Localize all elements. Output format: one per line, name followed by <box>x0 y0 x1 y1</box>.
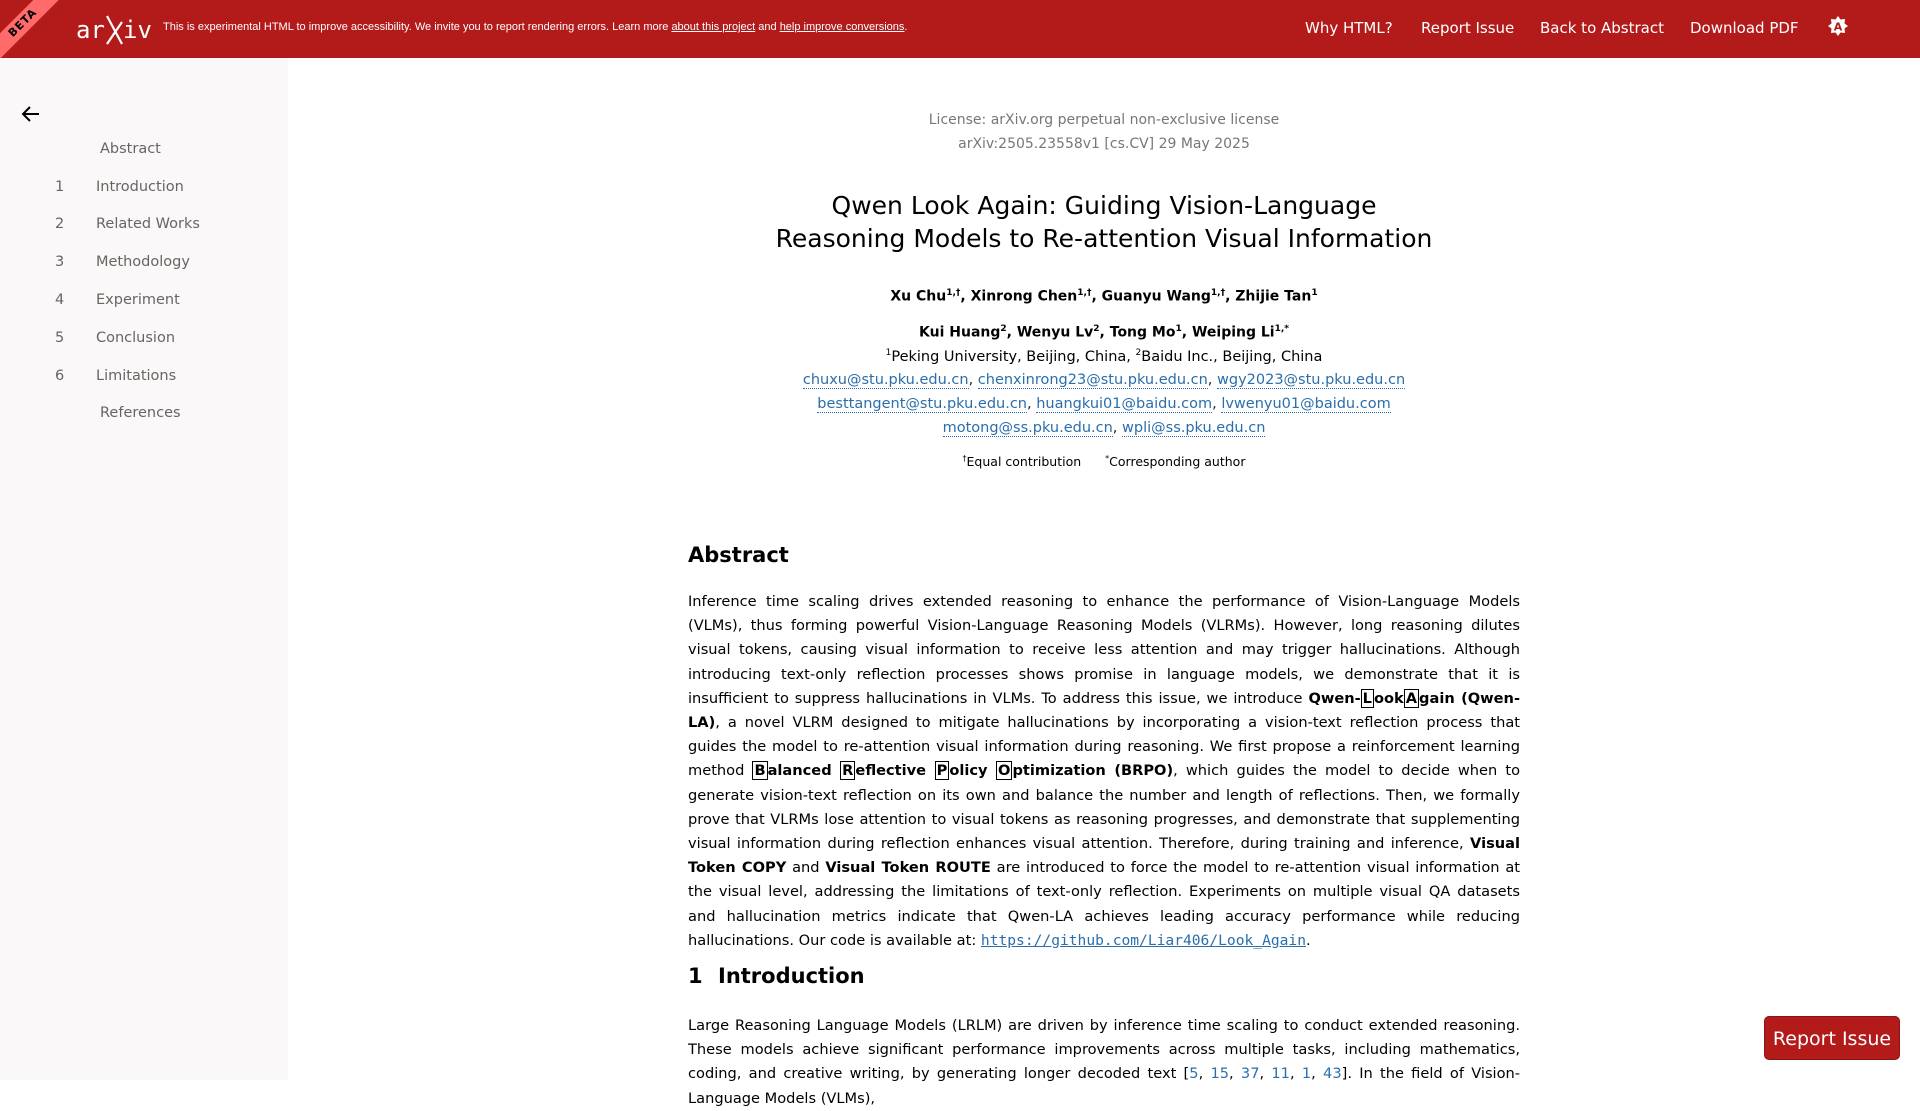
citation-link[interactable]: 15 <box>1210 1065 1230 1083</box>
author-name: Kui Huang <box>919 324 1001 341</box>
citation-link[interactable]: 5 <box>1189 1065 1199 1083</box>
toc-number: 6 <box>55 368 65 384</box>
author-sup: 1 <box>1311 288 1318 298</box>
svg-text:A: A <box>1833 20 1843 34</box>
note-text: Equal contribution <box>966 454 1082 470</box>
svg-text:iv: iv <box>123 16 152 44</box>
visual-token-route: Visual Token ROUTE <box>825 859 991 877</box>
introduction-heading <box>688 964 865 988</box>
toc-number: 1 <box>55 179 65 195</box>
improve-conversions-link[interactable]: help improve conversions <box>779 21 905 33</box>
authors-line-2: Kui Huang$^2$, Wenyu Lv$^2$, Tong Mo$^1$, Weiping $Li^{1,*}$ <box>919 324 1289 341</box>
emails-line-2: besttangent@stu.pku.edu.cn, huangkui01@baidu.com, lvwenyu01@baidu.com <box>817 396 1391 412</box>
visual-token-copy: Visual Token COPY <box>688 835 1520 877</box>
svg-text:ar: ar <box>76 16 105 44</box>
email-link[interactable]: besttangent@stu.pku.edu.cn <box>817 396 1027 412</box>
citation-link[interactable]: 43 <box>1323 1065 1342 1083</box>
toc-label: References <box>100 405 181 421</box>
note-sup: * <box>1105 454 1110 463</box>
text: ook <box>1373 689 1404 707</box>
abstract-paragraph <box>688 590 1520 953</box>
code-link[interactable]: https://github.com/Liar406/Look_Again <box>980 931 1306 949</box>
arxiv-logo[interactable] <box>76 12 152 46</box>
abstract-text: . <box>1306 931 1311 949</box>
abstract-text: , a novel VLRM designed to mitigate hallucinations by incorporating a vision-text reflection process that guides the model to re-attention visual information during reasoning. We first propose a reinforcement learning method <box>688 714 1520 780</box>
boxed-letter: L <box>1362 689 1372 707</box>
banner-text: . <box>904 21 908 33</box>
back-to-abstract-link[interactable]: Back to Abstract <box>1540 19 1664 37</box>
theme-toggle-icon[interactable] <box>1828 16 1848 36</box>
text: olicy <box>949 762 997 780</box>
text: eflective <box>855 762 935 780</box>
affil-sup: 2 <box>1135 348 1142 358</box>
introduction-paragraph: Large Reasoning Language Models (LRLM) are driven by inference time scaling to conduct extended reasoning. These models achieve significant performance improvements across multiple tasks, including mathematics, coding, and creative writing, by generating longer decoded text [5, 15, 37, 11, 1, 43]. In the field of Vision-Language Models (VLMs), <box>688 1017 1521 1107</box>
toc-label: Methodology <box>96 254 190 270</box>
about-project-link[interactable]: about this project <box>671 21 756 33</box>
toc-number: 4 <box>55 292 65 308</box>
author-name: Xu Chu <box>890 288 947 305</box>
boxed-letter: O <box>998 762 1011 780</box>
table-of-contents <box>0 58 288 1080</box>
citation-link[interactable]: 37 <box>1240 1065 1260 1083</box>
abstract-text: are introduced to force the model to re-attention visual information at the visual level, addressing the limitations of text-only reflection. Experiments on multiple visual QA datasets and hallucination metrics indicate that Qwen-LA achieves leading accuracy performance while reducing hallucinations. Our code is available at: <box>688 859 1520 949</box>
toc-label: Experiment <box>96 292 180 308</box>
section-title: Introduction <box>718 964 865 988</box>
author-name: Weiping Li <box>1191 324 1275 341</box>
authors-line-1: Xu Chu$^{1,\dagger}$, Xinrong Chen$^{1,\dagger}$, Guanyu Wang$^{1,\dagger}$, Zhijie Tan$^1$ <box>890 288 1318 305</box>
why-html-link[interactable]: Why HTML? <box>1305 19 1393 37</box>
text: alanced <box>767 762 841 780</box>
author-name: Guanyu Wang <box>1101 288 1211 305</box>
boxed-letter: P <box>936 762 948 780</box>
paper-title-line-2: Reasoning Models to Re-attention Visual Information <box>775 224 1433 253</box>
author-name: Tong Mo <box>1109 324 1176 341</box>
text: Qwen- <box>1308 689 1361 707</box>
affil-sup: 1 <box>885 348 892 358</box>
emails-line-3: motong@ss.pku.edu.cn, wpli@ss.pku.edu.cn <box>942 420 1266 436</box>
citation-link[interactable]: 11 <box>1271 1065 1290 1083</box>
report-issue-button[interactable]: Report Issue <box>1764 1016 1900 1060</box>
paper-title-line-1: Qwen Look Again: Guiding Vision-Language <box>831 191 1377 220</box>
toc-number: 5 <box>55 330 65 346</box>
emails-line-1: chuxu@stu.pku.edu.cn, chenxinrong23@stu.pku.edu.cn, wgy2023@stu.pku.edu.cn <box>802 372 1406 388</box>
author-notes <box>688 454 1520 469</box>
citation-link[interactable]: 1 <box>1301 1065 1312 1083</box>
author-sup: 1,† <box>1210 288 1226 298</box>
banner-text: and <box>755 21 780 33</box>
boxed-letter: R <box>842 762 854 780</box>
abstract-heading: Abstract <box>688 543 789 567</box>
abstract-text: and <box>786 859 826 877</box>
arxiv-id: arXiv:2505.23558v1 [cs.CV] 29 May 2025 <box>958 136 1250 152</box>
author-sup: 1,† <box>946 288 961 298</box>
download-pdf-link[interactable]: Download PDF <box>1690 19 1799 37</box>
author-sup: 1,* <box>1274 324 1289 334</box>
accessibility-banner <box>163 21 907 33</box>
author-name: Wenyu Lv <box>1016 324 1094 341</box>
boxed-letter: A <box>1405 689 1418 707</box>
affiliations <box>688 348 1520 365</box>
section-number: 1 <box>688 964 703 988</box>
toc-label: Related Works <box>96 216 200 232</box>
toc-label: Conclusion <box>96 330 176 346</box>
author-sup: 1,† <box>1077 288 1092 298</box>
intro-text: ]. In the field of Vision-Language Models (VLMs), <box>688 1065 1521 1107</box>
email-link[interactable]: huangkui01@baidu.com <box>1036 396 1213 412</box>
text: ptimization (BRPO) <box>1012 762 1174 780</box>
toc-number: 2 <box>55 216 65 232</box>
abstract-text: , which guides the model to decide when to generate vision-text reflection on its own and balance the number and length of reflections. Then, we formally prove that VLRMs lose attention to visual tokens as reasoning progresses, and demonstrate that supplementing visual information during reflection enhances visual attention. Therefore, during training and inference, <box>688 762 1520 853</box>
affiliation: Peking University, Beijing, China, <box>891 348 1136 365</box>
author-name: Xinrong Chen <box>970 288 1078 305</box>
abstract-text: Inference time scaling drives extended reasoning to enhance the performance of Vision-Language Models (VLMs), thus forming powerful Vision-Language Reasoning Models (VLRMs). However, long reasoning dilutes visual tokens, causing visual information to receive less attention and may trigger hallucinations. Although introducing text-only reflection processes shows promise in language models, we demonstrate that it is insufficient to suppress hallucinations in VLMs. To address this issue, we introduce <box>688 593 1520 707</box>
method-name <box>752 761 1173 780</box>
author-sup: 1 <box>1175 324 1182 334</box>
author-sup: 2 <box>1000 324 1007 334</box>
toc-label: Limitations <box>96 368 177 384</box>
text: gain (Qwen-LA) <box>688 689 1521 732</box>
email-link[interactable]: motong@ss.pku.edu.cn <box>942 420 1113 436</box>
toc-label: Introduction <box>96 179 184 195</box>
license-line: License: arXiv.org perpetual non-exclusive license <box>928 112 1280 128</box>
email-link[interactable]: lvwenyu01@baidu.com <box>1221 396 1391 412</box>
beta-ribbon: BETA <box>0 0 61 61</box>
email-link[interactable]: wpli@ss.pku.edu.cn <box>1122 420 1266 436</box>
arrow-left-icon[interactable] <box>20 103 42 125</box>
email-link[interactable]: chenxinrong23@stu.pku.edu.cn <box>977 372 1208 388</box>
note-sup: † <box>962 454 967 463</box>
email-link[interactable]: wgy2023@stu.pku.edu.cn <box>1217 372 1406 388</box>
author-sup: 2 <box>1093 324 1100 334</box>
top-banner <box>0 0 1920 58</box>
affiliation: Baidu Inc., Beijing, China <box>1141 348 1323 365</box>
report-issue-link[interactable]: Report Issue <box>1421 19 1515 37</box>
intro-text: Large Reasoning Language Models (LRLM) are driven by inference time scaling to conduct extended reasoning. These models achieve significant performance improvements across multiple tasks, including mathematics, coding, and creative writing, by generating longer decoded text [ <box>688 1017 1520 1083</box>
note-text: Corresponding author <box>1109 454 1246 470</box>
toc-number: 3 <box>55 254 65 270</box>
boxed-letter: B <box>754 762 766 780</box>
banner-text: This is experimental HTML to improve accessibility. We invite you to report rendering errors. Learn more <box>163 21 672 33</box>
author-name: Zhijie Tan <box>1235 288 1312 305</box>
toc-label: Abstract <box>100 141 161 157</box>
email-link[interactable]: chuxu@stu.pku.edu.cn <box>802 372 969 388</box>
